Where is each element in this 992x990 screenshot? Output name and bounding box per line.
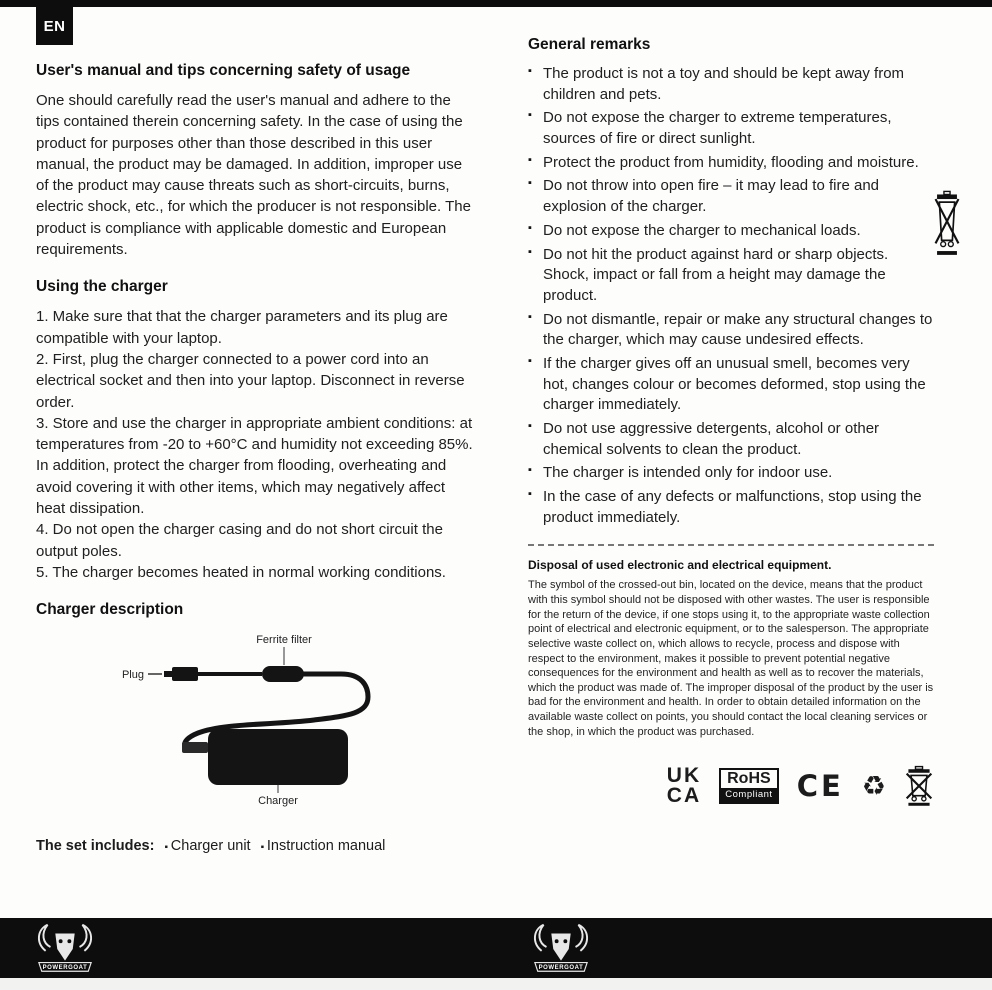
right-column [528,36,962,854]
safety-section-title: User's manual and tips concerning safety of usage [36,62,411,79]
general-remarks-title: General remarks [528,36,651,53]
safety-paragraph: One should carefully read the user's manual and adhere to the tips contained therein concerning safety. In the case of using the product for purposes other than those described in this user manual, the product may be damaged. In addition, improper use of the product may cause threats such as short-circuits, burns, electric shock, etc., for which the producer is not responsible. The product is compliance with applicable domestic and European requirements. [36,92,471,259]
powergoat-logo-text: POWERGOAT [42,965,88,972]
remark-text: Do not expose the charger to mechanical loads. [543,221,861,239]
powergoat-logo-text: POWERGOAT [538,965,584,972]
charger-input-connector [182,742,208,753]
margin-weee-bin-icon [934,186,960,263]
ukca-mark [667,766,701,806]
general-remarks-list [528,64,934,528]
charger-description-title: Charger description [36,601,184,619]
remark-text: In the case of any defects or malfunctions, stop using the product immediately. [543,488,922,526]
ferrite-filter [262,666,304,682]
set-includes-row [36,838,478,854]
set-includes-label: The set includes: [36,838,155,855]
disposal-text: The symbol of the crossed-out bin, located on the device, means that the product with this symbol should not be disposed with other wastes. The user is responsible for the return of the device, if one stops using it, to the appropriate waste collection point of electrical and electronic equipment, or to the salesperson. The appropriate selective waste collect on, which allows to recycle, process and dispose with respect to the environment, makes it possible to prevent potential negative consequences for the environment and health as well as to recover the materials, which the product was made of. The improper disposal of the product by the user is bad for the environment and health. In order to obtain detailed information on the available waste collect on points, you should contact the local cleaning services or the shop, in which the product was purchased. [528,579,934,738]
remark-text: Do not dismantle, repair or make any structural changes to the charger, which may cause undesired effects. [543,310,933,349]
weee-bin-icon [904,765,934,807]
using-section-title: Using the charger [36,278,168,296]
remark-item [528,463,934,484]
remark-item [528,354,934,416]
remark-text: Do not throw into open fire – it may lead to fire and explosion of the charger. [543,177,880,216]
charger-body [208,729,348,785]
remark-text: Do not expose the charger to extreme temperatures, sources of fire or direct sunlight. [543,109,892,148]
remark-item [528,108,934,149]
remark-text: If the charger gives off an unusual smell, becomes very hot, changes colour or becomes deformed, stop using the charger immediately. [543,354,926,414]
rohs-mark [719,768,779,804]
compliance-marks-row [528,765,934,807]
using-step: 5. The charger becomes heated in normal working conditions. [36,563,446,581]
remark-text: Do not use aggressive detergents, alcohol or other chemical solvents to clean the product. [543,420,880,458]
remark-item [528,176,934,217]
using-step: 1. Make sure that that the charger parameters and its plug are compatible with your laptop. [36,308,448,347]
left-column [36,36,478,854]
footer-bar [0,918,992,978]
rohs-compliant-label: Compliant [721,788,777,802]
plug-body [172,667,198,681]
ukca-line2: CA [666,784,702,808]
bottom-margin [0,978,992,990]
charger-label: Charger [258,795,298,808]
disposal-title: Disposal of used electronic and electrical equipment. [528,558,832,573]
ukca-line1: UK [666,764,702,788]
using-step: 4. Do not open the charger casing and do not short circuit the output poles. [36,521,443,560]
remark-text: The product is not a toy and should be kept away from children and pets. [543,65,905,103]
rohs-label: RoHS [727,770,771,788]
charger-diagram-svg [36,629,456,809]
language-badge-label: EN [43,17,66,35]
charger-diagram [36,629,478,814]
powergoat-logo [34,921,96,980]
remark-item [528,419,934,460]
set-item: ▪ Charger unit [164,838,250,854]
plug-label: Plug [121,669,144,682]
set-item: ▪ Instruction manual [261,838,386,854]
remark-text: The charger is intended only for indoor use. [543,464,833,482]
remark-item [528,310,934,351]
ferrite-filter-label: Ferrite filter [256,634,312,647]
powergoat-logo [530,921,592,980]
top-border [0,0,992,7]
remark-item [528,153,934,174]
ce-mark: CE [796,769,844,804]
remark-item [528,64,934,105]
remark-item [528,245,934,307]
using-step: 2. First, plug the charger connected to a power cord into an electrical socket and then into your laptop. Disconnect in reverse order. [36,350,465,411]
dashed-divider [528,544,934,546]
remark-text: Do not hit the product against hard or sharp objects. Shock, impact or fall from a height may damage the product. [543,245,889,304]
remark-item [528,221,934,242]
content-columns [36,36,962,854]
remark-text: Protect the product from humidity, flooding and moisture. [543,153,919,171]
remark-item [528,487,934,528]
plug-tip [164,671,172,677]
recycle-icon: ♻ [861,770,886,802]
using-step: 3. Store and use the charger in appropriate ambient conditions: at temperatures from -20 to +60°C and humidity not exceeding 85%. In addition, protect the charger from flooding, overheating and avoid covering it with other items, which may negatively affect heat dissipation. [36,414,473,518]
